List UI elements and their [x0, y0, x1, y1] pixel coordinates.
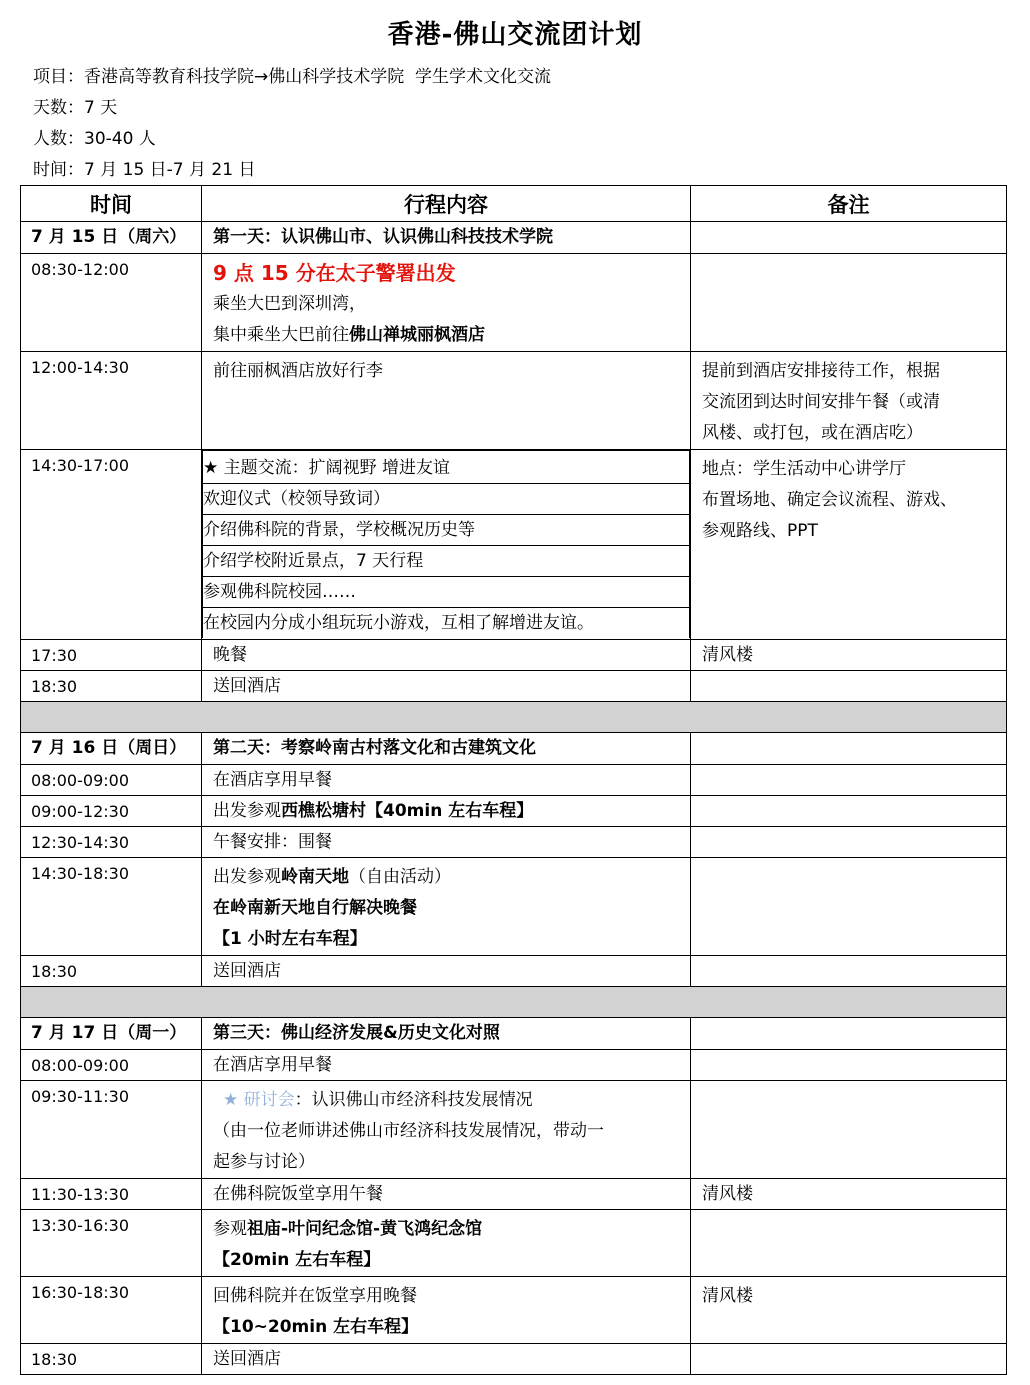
- meta-time-value: 7 月 15 日-7 月 21 日: [84, 160, 256, 180]
- table-row: [21, 450, 1007, 640]
- row-content: 晚餐: [202, 640, 691, 671]
- row-note: [691, 1344, 1007, 1375]
- day-date: 7 月 17 日（周一）: [21, 1018, 202, 1050]
- meta-people-label: 人数：: [33, 129, 84, 149]
- row-note: 清风楼: [691, 1179, 1007, 1210]
- row-time: 13:30-16:30: [21, 1210, 202, 1277]
- row-content: 在酒店享用早餐: [202, 1050, 691, 1081]
- content-line: [213, 1214, 690, 1245]
- note-line: 风楼、或打包，或在酒店吃）: [702, 423, 923, 443]
- row-note: [691, 1050, 1007, 1081]
- row-content: [202, 352, 691, 450]
- row-time: 14:30-18:30: [21, 858, 202, 956]
- list-item: 在校园内分成小组玩玩小游戏，互相了解增进友谊。: [203, 608, 690, 639]
- row-content: 午餐安排：围餐: [202, 827, 691, 858]
- row-content: 在佛科院饭堂享用午餐: [202, 1179, 691, 1210]
- meta-time-label: 时间：: [33, 160, 84, 180]
- row-note: [691, 956, 1007, 987]
- row-note: [691, 352, 1007, 450]
- content-text: （自由活动）: [349, 867, 451, 887]
- content-line: 前往丽枫酒店放好行李: [213, 361, 383, 381]
- row-content: [202, 1277, 691, 1344]
- list-item: 介绍学校附近景点，7 天行程: [203, 546, 690, 577]
- row-note: [691, 254, 1007, 352]
- meta-people-value: 30-40 人: [84, 129, 156, 149]
- row-note: [691, 796, 1007, 827]
- itinerary-table: [20, 185, 1007, 1375]
- table-row: [21, 1210, 1007, 1277]
- note-line: 提前到酒店安排接待工作，根据: [702, 361, 940, 381]
- row-note: [691, 827, 1007, 858]
- row-note: [691, 858, 1007, 956]
- row-time: 08:30-12:00: [21, 254, 202, 352]
- list-item: 参观佛科院校园……: [203, 577, 690, 608]
- note-line: 参观路线、PPT: [702, 521, 818, 541]
- table-header-row: [21, 186, 1007, 222]
- content-text: 出发参观: [213, 801, 281, 821]
- row-content: 在酒店享用早餐: [202, 765, 691, 796]
- meta-people: [33, 129, 156, 149]
- meta-days-value: 7 天: [84, 98, 118, 118]
- seminar-label: ★ 研讨会: [223, 1090, 295, 1110]
- row-time: 16:30-18:30: [21, 1277, 202, 1344]
- content-line: 回佛科院并在饭堂享用晚餐: [213, 1286, 417, 1306]
- list-item: ★ 主题交流：扩阔视野 增进友谊: [203, 451, 690, 484]
- content-line: （由一位老师讲述佛山市经济科技发展情况，带动一: [213, 1121, 604, 1141]
- day-note: [691, 222, 1007, 254]
- row-time: 08:00-09:00: [21, 1050, 202, 1081]
- content-line: [213, 320, 690, 351]
- destination-name: 西樵松塘村【40min 左右车程】: [281, 801, 534, 821]
- table-row: [21, 254, 1007, 352]
- departure-highlight: 9 点 15 分在太子警署出发: [213, 261, 456, 285]
- row-time: 17:30: [21, 640, 202, 671]
- row-content: [202, 254, 691, 352]
- content-line: 【10~20min 左右车程】: [213, 1317, 419, 1337]
- row-time: 09:00-12:30: [21, 796, 202, 827]
- meta-time: [33, 160, 255, 180]
- content-line: [213, 862, 690, 893]
- row-time: 09:30-11:30: [21, 1081, 202, 1179]
- row-time: 18:30: [21, 1344, 202, 1375]
- table-row: [21, 1277, 1007, 1344]
- destination-name: 祖庙-叶问纪念馆-黄飞鸿纪念馆: [247, 1219, 483, 1239]
- table-row: [21, 352, 1007, 450]
- content-text: 出发参观: [213, 867, 281, 887]
- row-content: [202, 796, 691, 827]
- row-note: [691, 1210, 1007, 1277]
- meta-project: [33, 67, 551, 87]
- day-row: [21, 1018, 1007, 1050]
- meta-days: [33, 98, 117, 118]
- row-note: [691, 1081, 1007, 1179]
- table-row: [21, 671, 1007, 702]
- day-theme: 第一天：认识佛山市、认识佛山科技技术学院: [202, 222, 691, 254]
- list-item: 介绍佛科院的背景，学校概况历史等: [203, 515, 690, 546]
- row-time: 12:00-14:30: [21, 352, 202, 450]
- meta-days-label: 天数：: [33, 98, 84, 118]
- header-note: 备注: [691, 186, 1007, 222]
- row-note: 清风楼: [691, 640, 1007, 671]
- row-note: [691, 450, 1007, 640]
- row-content: [202, 1210, 691, 1277]
- content-line: 【1 小时左右车程】: [213, 929, 367, 949]
- note-line: 清风楼: [702, 1286, 753, 1306]
- content-text: 参观: [213, 1219, 247, 1239]
- row-time: 11:30-13:30: [21, 1179, 202, 1210]
- row-note: [691, 765, 1007, 796]
- table-row: [21, 1050, 1007, 1081]
- header-content: 行程内容: [202, 186, 691, 222]
- day-row: [21, 222, 1007, 254]
- table-row: [21, 1344, 1007, 1375]
- row-content: [202, 858, 691, 956]
- activity-list: [202, 450, 690, 638]
- note-line: 布置场地、确定会议流程、游戏、: [702, 490, 957, 510]
- table-row: [21, 1081, 1007, 1179]
- table-row: [21, 796, 1007, 827]
- content-line: 在岭南新天地自行解决晚餐: [213, 898, 417, 918]
- day-separator: [21, 987, 1007, 1018]
- day-row: [21, 733, 1007, 765]
- row-time: 12:30-14:30: [21, 827, 202, 858]
- day-theme: 第二天：考察岭南古村落文化和古建筑文化: [202, 733, 691, 765]
- page-title: 香港-佛山交流团计划: [387, 20, 643, 50]
- row-content: 送回酒店: [202, 956, 691, 987]
- table-row: [21, 827, 1007, 858]
- table-row: [21, 858, 1007, 956]
- row-note: [691, 1277, 1007, 1344]
- row-note: [691, 671, 1007, 702]
- row-time: 14:30-17:00: [21, 450, 202, 640]
- day-note: [691, 1018, 1007, 1050]
- note-line: 地点：学生活动中心讲学厅: [702, 459, 906, 479]
- day-separator: [21, 702, 1007, 733]
- content-text: 集中乘坐大巴前往: [213, 325, 349, 345]
- day-theme: 第三天：佛山经济发展&历史文化对照: [202, 1018, 691, 1050]
- row-time: 08:00-09:00: [21, 765, 202, 796]
- list-item: 欢迎仪式（校领导致词）: [203, 484, 690, 515]
- content-line: 起参与讨论）: [213, 1152, 315, 1172]
- destination-name: 岭南天地: [281, 867, 349, 887]
- day-note: [691, 733, 1007, 765]
- row-content: 送回酒店: [202, 1344, 691, 1375]
- row-content: [202, 1081, 691, 1179]
- meta-project-label: 项目：: [33, 67, 84, 87]
- content-line: 【20min 左右车程】: [213, 1250, 381, 1270]
- row-time: 18:30: [21, 956, 202, 987]
- content-text: ：认识佛山市经济科技发展情况: [294, 1090, 533, 1110]
- row-time: 18:30: [21, 671, 202, 702]
- content-line: 乘坐大巴到深圳湾，: [213, 294, 366, 314]
- content-line: [213, 1085, 690, 1116]
- table-row: [21, 1179, 1007, 1210]
- table-row: [21, 640, 1007, 671]
- table-row: [21, 956, 1007, 987]
- meta-project-value: 香港高等教育科技学院→佛山科学技术学院 学生学术文化交流: [84, 67, 552, 87]
- row-content: [202, 450, 691, 640]
- hotel-name: 佛山禅城丽枫酒店: [349, 325, 485, 345]
- header-time: 时间: [21, 186, 202, 222]
- day-date: 7 月 15 日（周六）: [21, 222, 202, 254]
- table-row: [21, 765, 1007, 796]
- row-content: 送回酒店: [202, 671, 691, 702]
- note-line: 交流团到达时间安排午餐（或清: [702, 392, 940, 412]
- day-date: 7 月 16 日（周日）: [21, 733, 202, 765]
